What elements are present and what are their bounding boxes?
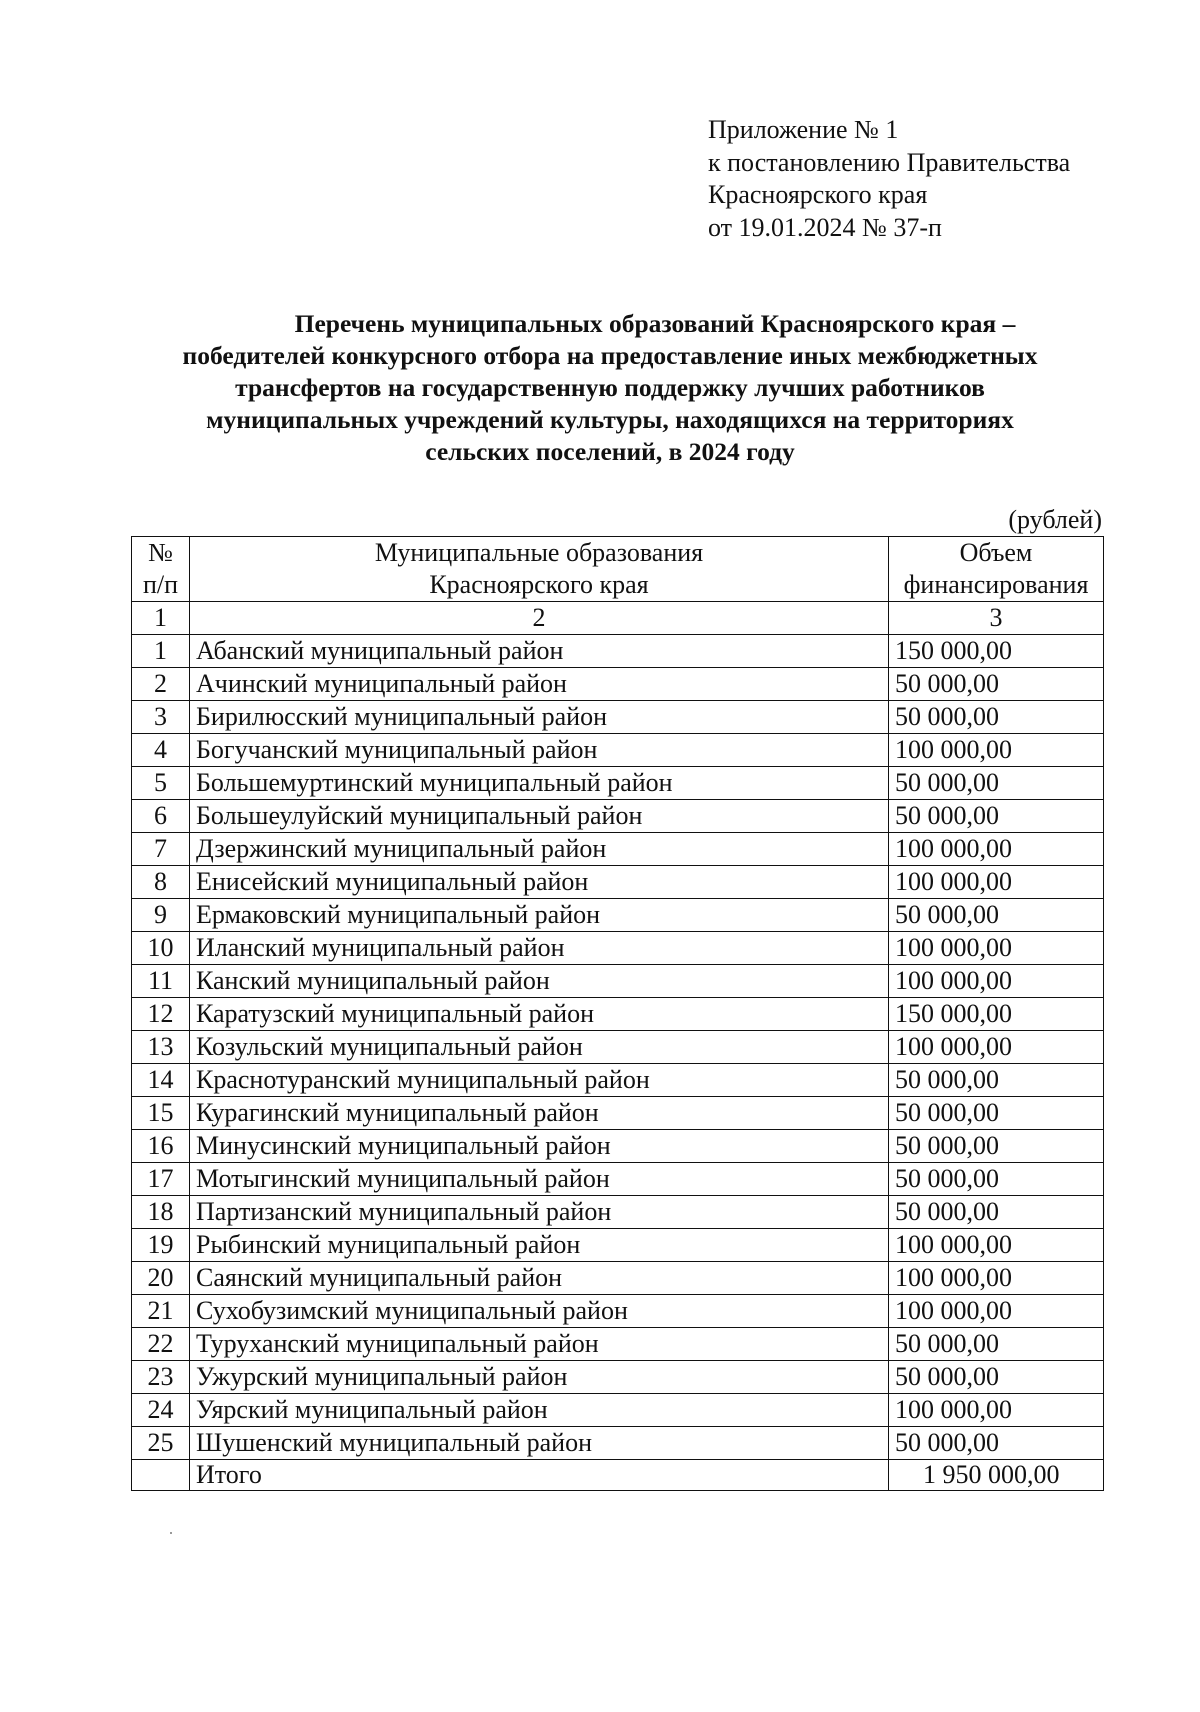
header-number-line-1: № [148,538,173,567]
table-row [132,767,1104,800]
table-row [132,734,1104,767]
row-amount: 100 000,00 [889,833,1104,866]
table-row [132,1130,1104,1163]
currency-unit: (рублей) [1008,505,1102,534]
header-amount-line-1: Объем [959,538,1033,567]
document-title [110,308,1110,468]
row-municipality: Минусинский муниципальный район [190,1130,889,1163]
table-row [132,1097,1104,1130]
row-number: 19 [132,1229,190,1262]
row-amount: 100 000,00 [889,734,1104,767]
table-row [132,998,1104,1031]
table-row [132,1295,1104,1328]
appendix-number: Приложение № 1 [708,115,899,144]
row-amount: 50 000,00 [889,1328,1104,1361]
row-municipality: Дзержинский муниципальный район [190,833,889,866]
row-number: 2 [132,668,190,701]
municipalities-table [131,536,1104,1491]
table-row [132,1229,1104,1262]
row-number: 5 [132,767,190,800]
row-municipality: Козульский муниципальный район [190,1031,889,1064]
row-number: 10 [132,932,190,965]
table-row [132,833,1104,866]
total-amount: 1 950 000,00 [889,1460,1104,1491]
column-index: 2 [190,602,889,635]
table-row [132,899,1104,932]
row-amount: 50 000,00 [889,701,1104,734]
appendix-reference: к постановлению Правительства [708,147,1071,177]
column-index-row [132,602,1104,635]
row-number: 24 [132,1394,190,1427]
row-amount: 100 000,00 [889,866,1104,899]
row-municipality: Мотыгинский муниципальный район [190,1163,889,1196]
title-line-5: сельских поселений, в 2024 году [425,437,795,466]
header-amount [889,537,1104,602]
table-row [132,866,1104,899]
total-number [132,1460,190,1491]
row-amount: 100 000,00 [889,1295,1104,1328]
row-amount: 150 000,00 [889,998,1104,1031]
row-municipality: Сухобузимский муниципальный район [190,1295,889,1328]
row-number: 4 [132,734,190,767]
row-number: 17 [132,1163,190,1196]
row-number: 13 [132,1031,190,1064]
table-body [132,635,1104,1460]
row-municipality: Рыбинский муниципальный район [190,1229,889,1262]
row-municipality: Уярский муниципальный район [190,1394,889,1427]
table-row [132,1328,1104,1361]
title-line-4: муниципальных учреждений культуры, находящихся на территориях [206,405,1014,434]
header-number-line-2: п/п [142,570,179,599]
row-municipality: Канский муниципальный район [190,965,889,998]
row-amount: 50 000,00 [889,668,1104,701]
row-municipality: Енисейский муниципальный район [190,866,889,899]
table-row [132,800,1104,833]
row-amount: 50 000,00 [889,1097,1104,1130]
header-name-line-1: Муниципальные образования [374,538,704,567]
table-row [132,1361,1104,1394]
title-line-2: победителей конкурсного отбора на предоставление иных межбюджетных [182,341,1038,370]
row-municipality: Партизанский муниципальный район [190,1196,889,1229]
table-row [132,635,1104,668]
row-number: 25 [132,1427,190,1460]
total-label: Итого [190,1460,889,1491]
row-municipality: Шушенский муниципальный район [190,1427,889,1460]
row-number: 22 [132,1328,190,1361]
title-line-1: Перечень муниципальных образований Красноярского края – [294,309,1016,338]
header-name [190,537,889,602]
table-row [132,1031,1104,1064]
table-row [132,932,1104,965]
row-number: 1 [132,635,190,668]
appendix-region: Красноярского края [708,180,928,209]
row-municipality: Богучанский муниципальный район [190,734,889,767]
row-number: 3 [132,701,190,734]
header-name-line-2: Красноярского края [429,570,649,599]
row-number: 14 [132,1064,190,1097]
row-number: 9 [132,899,190,932]
row-municipality: Иланский муниципальный район [190,932,889,965]
row-number: 15 [132,1097,190,1130]
row-municipality: Каратузский муниципальный район [190,998,889,1031]
row-municipality: Большеулуйский муниципальный район [190,800,889,833]
row-amount: 50 000,00 [889,1196,1104,1229]
row-amount: 50 000,00 [889,800,1104,833]
row-municipality: Краснотуранский муниципальный район [190,1064,889,1097]
row-amount: 50 000,00 [889,1427,1104,1460]
row-amount: 100 000,00 [889,1031,1104,1064]
total-row [132,1460,1104,1491]
table-row [132,965,1104,998]
row-municipality: Ужурский муниципальный район [190,1361,889,1394]
scan-speck [170,1532,172,1534]
column-index: 3 [889,602,1104,635]
row-municipality: Бирилюсский муниципальный район [190,701,889,734]
row-municipality: Курагинский муниципальный район [190,1097,889,1130]
table-row [132,701,1104,734]
row-number: 11 [132,965,190,998]
row-amount: 50 000,00 [889,1361,1104,1394]
table-row [132,1262,1104,1295]
row-number: 16 [132,1130,190,1163]
row-amount: 100 000,00 [889,1262,1104,1295]
row-municipality: Абанский муниципальный район [190,635,889,668]
table-row [132,1163,1104,1196]
column-index: 1 [132,602,190,635]
row-amount: 100 000,00 [889,932,1104,965]
row-number: 8 [132,866,190,899]
row-number: 7 [132,833,190,866]
row-amount: 50 000,00 [889,899,1104,932]
row-municipality: Ачинский муниципальный район [190,668,889,701]
header-number [132,537,190,602]
appendix-date: от 19.01.2024 № 37-п [708,212,942,242]
table-row [132,668,1104,701]
row-amount: 100 000,00 [889,1229,1104,1262]
row-amount: 50 000,00 [889,1130,1104,1163]
table-row [132,1394,1104,1427]
row-amount: 50 000,00 [889,1064,1104,1097]
row-municipality: Ермаковский муниципальный район [190,899,889,932]
row-amount: 50 000,00 [889,1163,1104,1196]
row-amount: 100 000,00 [889,1394,1104,1427]
row-number: 18 [132,1196,190,1229]
row-amount: 50 000,00 [889,767,1104,800]
title-line-3: трансфертов на государственную поддержку лучших работников [235,373,985,402]
row-number: 6 [132,800,190,833]
header-amount-line-2: финансирования [903,570,1089,599]
row-amount: 150 000,00 [889,635,1104,668]
table-row [132,1427,1104,1460]
appendix-header [708,114,1070,244]
table-row [132,1064,1104,1097]
row-municipality: Большемуртинский муниципальный район [190,767,889,800]
row-number: 21 [132,1295,190,1328]
table-header-row [132,537,1104,602]
row-number: 12 [132,998,190,1031]
row-amount: 100 000,00 [889,965,1104,998]
table-row [132,1196,1104,1229]
row-number: 23 [132,1361,190,1394]
row-municipality: Туруханский муниципальный район [190,1328,889,1361]
row-municipality: Саянский муниципальный район [190,1262,889,1295]
row-number: 20 [132,1262,190,1295]
